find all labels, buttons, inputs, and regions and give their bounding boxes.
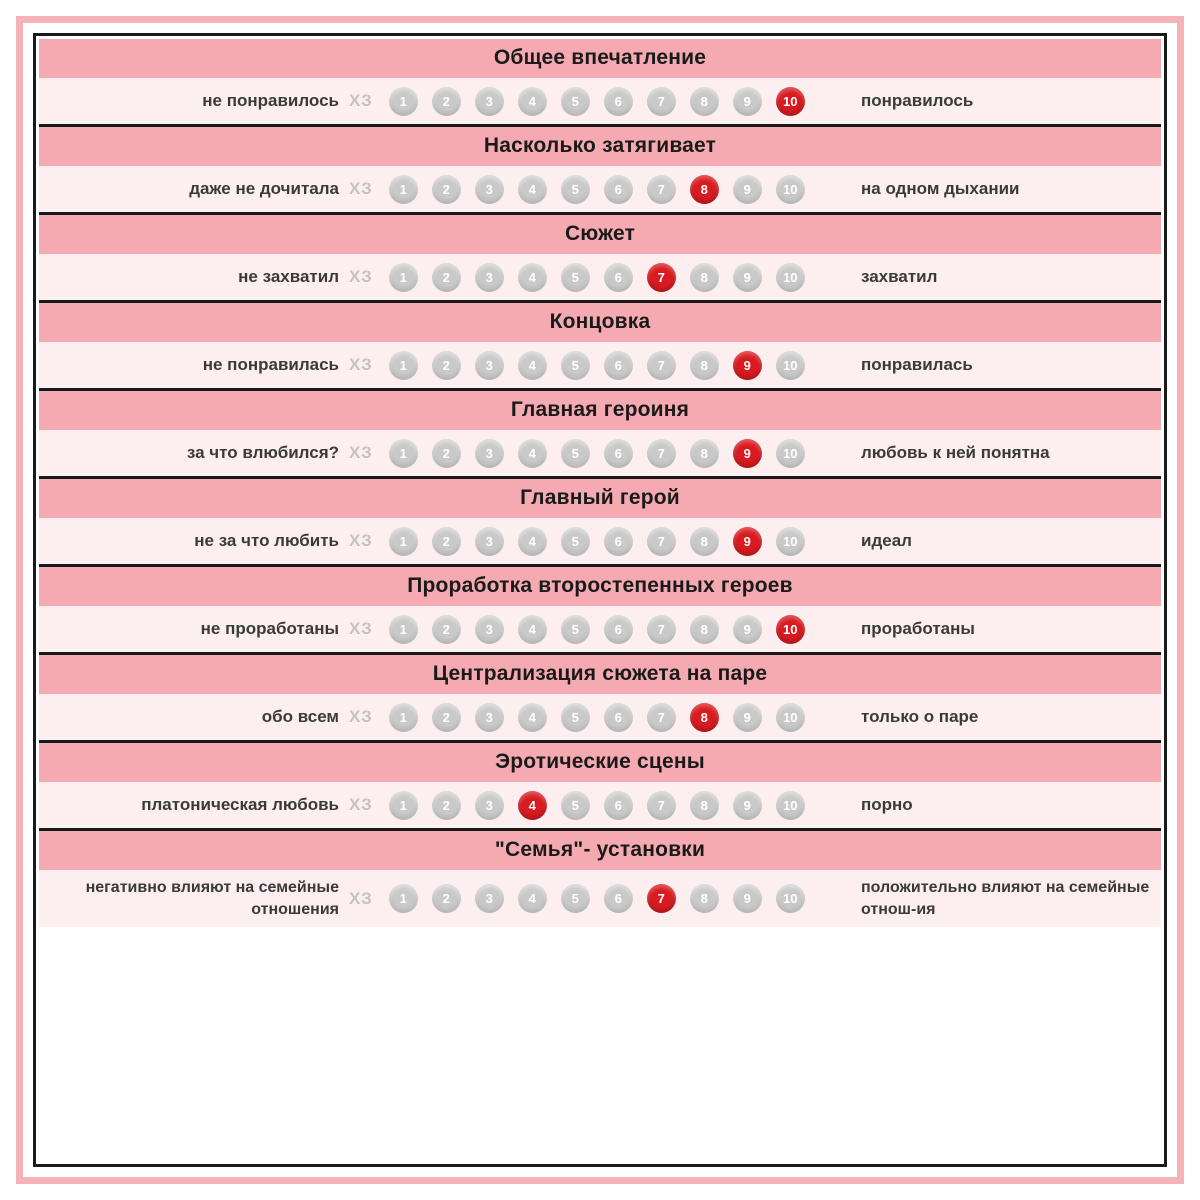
scale-label-right: порно <box>861 794 913 814</box>
scale-dots <box>349 439 851 468</box>
scale-dots <box>349 175 851 204</box>
scale-option-10[interactable]: 10 <box>776 87 805 116</box>
scale-option-7[interactable]: 7 <box>647 263 676 292</box>
scale-option-5[interactable]: 5 <box>561 884 590 913</box>
scale-option-8[interactable]: 8 <box>690 791 719 820</box>
scale-option-9[interactable]: 9 <box>733 87 762 116</box>
scale-option-5[interactable]: 5 <box>561 791 590 820</box>
scale-option-9[interactable]: 9 <box>733 527 762 556</box>
scale-option-10[interactable]: 10 <box>776 884 805 913</box>
scale-label-right: проработаны <box>861 618 975 638</box>
scale-option-4[interactable]: 4 <box>518 791 547 820</box>
scale-option-8[interactable]: 8 <box>690 527 719 556</box>
scale-label-right: идеал <box>861 530 912 550</box>
scale-option-7[interactable]: 7 <box>647 439 676 468</box>
scale-label-left: даже не дочитала <box>189 178 339 198</box>
criterion-block <box>39 567 1161 655</box>
scale-label-left: платоническая любовь <box>141 794 339 814</box>
scale-option-1[interactable]: 1 <box>389 351 418 380</box>
scale-option-1[interactable]: 1 <box>389 175 418 204</box>
scale-option-4[interactable]: 4 <box>518 175 547 204</box>
scale-option-1[interactable]: 1 <box>389 527 418 556</box>
scale-option-10[interactable]: 10 <box>776 615 805 644</box>
scale-option-8[interactable]: 8 <box>690 87 719 116</box>
scale-option-6[interactable]: 6 <box>604 884 633 913</box>
scale-option-9[interactable]: 9 <box>733 791 762 820</box>
scale-option-1[interactable]: 1 <box>389 703 418 732</box>
scale-option-6[interactable]: 6 <box>604 175 633 204</box>
scale-label-left: не понравилась <box>202 354 339 374</box>
scale-option-4[interactable]: 4 <box>518 87 547 116</box>
scale-option-2[interactable]: 2 <box>432 527 461 556</box>
scale-label-left: негативно влияют на семейные отношения <box>85 879 339 918</box>
criterion-scale-row <box>39 606 1161 652</box>
scale-option-6[interactable]: 6 <box>604 439 633 468</box>
criterion-block <box>39 39 1161 127</box>
criterion-title: Главный герой <box>39 479 1161 518</box>
scale-option-3[interactable]: 3 <box>475 791 504 820</box>
scale-option-7[interactable]: 7 <box>647 791 676 820</box>
scale-option-3[interactable]: 3 <box>475 439 504 468</box>
scale-option-1[interactable]: 1 <box>389 87 418 116</box>
criterion-title: Сюжет <box>39 215 1161 254</box>
scale-option-unknown[interactable]: ХЗ <box>349 531 373 550</box>
scale-label-left: не проработаны <box>200 618 339 638</box>
scale-option-unknown[interactable]: ХЗ <box>349 795 373 814</box>
scale-label-right: только о паре <box>861 706 979 726</box>
scale-option-8[interactable]: 8 <box>690 703 719 732</box>
criterion-scale-row <box>39 782 1161 828</box>
scale-option-7[interactable]: 7 <box>647 884 676 913</box>
scale-option-6[interactable]: 6 <box>604 263 633 292</box>
scale-dots <box>349 87 851 116</box>
criterion-title: Общее впечатление <box>39 39 1161 78</box>
scale-option-10[interactable]: 10 <box>776 527 805 556</box>
scale-option-4[interactable]: 4 <box>518 263 547 292</box>
scale-option-5[interactable]: 5 <box>561 87 590 116</box>
scale-option-8[interactable]: 8 <box>690 351 719 380</box>
scale-option-5[interactable]: 5 <box>561 263 590 292</box>
scale-dots <box>349 527 851 556</box>
scale-dots <box>349 263 851 292</box>
scale-option-2[interactable]: 2 <box>432 87 461 116</box>
scale-option-8[interactable]: 8 <box>690 615 719 644</box>
scale-option-7[interactable]: 7 <box>647 175 676 204</box>
scale-label-right: на одном дыхании <box>861 178 1020 198</box>
scale-option-1[interactable]: 1 <box>389 615 418 644</box>
scale-option-5[interactable]: 5 <box>561 175 590 204</box>
scale-option-2[interactable]: 2 <box>432 884 461 913</box>
scale-label-right: захватил <box>861 266 938 286</box>
scale-option-8[interactable]: 8 <box>690 884 719 913</box>
scale-option-6[interactable]: 6 <box>604 703 633 732</box>
scale-option-5[interactable]: 5 <box>561 527 590 556</box>
inner-frame <box>33 33 1167 1167</box>
criterion-scale-row <box>39 166 1161 212</box>
scale-option-9[interactable]: 9 <box>733 175 762 204</box>
scale-option-1[interactable]: 1 <box>389 439 418 468</box>
scale-label-left: за что влюбился? <box>186 442 339 462</box>
scale-option-3[interactable]: 3 <box>475 263 504 292</box>
criterion-scale-row <box>39 430 1161 476</box>
criterion-title: Централизация сюжета на паре <box>39 655 1161 694</box>
scale-option-6[interactable]: 6 <box>604 351 633 380</box>
scale-option-4[interactable]: 4 <box>518 439 547 468</box>
scale-option-unknown[interactable]: ХЗ <box>349 91 373 110</box>
criterion-scale-row <box>39 78 1161 124</box>
scale-option-10[interactable]: 10 <box>776 439 805 468</box>
scale-option-3[interactable]: 3 <box>475 351 504 380</box>
scale-label-left: не за что любить <box>194 530 339 550</box>
scale-option-3[interactable]: 3 <box>475 527 504 556</box>
scale-option-6[interactable]: 6 <box>604 87 633 116</box>
scale-label-right: положительно влияют на семейные отнош-ия <box>861 879 1150 918</box>
scale-option-8[interactable]: 8 <box>690 175 719 204</box>
criterion-block <box>39 831 1161 927</box>
scale-option-10[interactable]: 10 <box>776 791 805 820</box>
scale-option-9[interactable]: 9 <box>733 263 762 292</box>
criterion-title: Эротические сцены <box>39 743 1161 782</box>
scale-option-4[interactable]: 4 <box>518 884 547 913</box>
criterion-title: "Семья"- установки <box>39 831 1161 870</box>
scale-option-3[interactable]: 3 <box>475 175 504 204</box>
scale-label-right: понравилось <box>861 90 974 110</box>
scale-option-2[interactable]: 2 <box>432 263 461 292</box>
scale-option-10[interactable]: 10 <box>776 351 805 380</box>
scale-option-4[interactable]: 4 <box>518 527 547 556</box>
scale-option-9[interactable]: 9 <box>733 439 762 468</box>
scale-option-10[interactable]: 10 <box>776 175 805 204</box>
scale-label-right: любовь к ней понятна <box>861 442 1050 462</box>
scale-label-left: не понравилось <box>202 90 339 110</box>
scale-dots <box>349 884 851 913</box>
scale-option-unknown[interactable]: ХЗ <box>349 443 373 462</box>
scale-option-1[interactable]: 1 <box>389 791 418 820</box>
scale-option-10[interactable]: 10 <box>776 703 805 732</box>
criteria-list <box>39 39 1161 927</box>
scale-option-8[interactable]: 8 <box>690 263 719 292</box>
scale-option-9[interactable]: 9 <box>733 351 762 380</box>
scale-option-7[interactable]: 7 <box>647 87 676 116</box>
scale-option-2[interactable]: 2 <box>432 439 461 468</box>
scale-option-2[interactable]: 2 <box>432 351 461 380</box>
scale-option-8[interactable]: 8 <box>690 439 719 468</box>
scale-option-4[interactable]: 4 <box>518 351 547 380</box>
criterion-title: Насколько затягивает <box>39 127 1161 166</box>
scale-option-7[interactable]: 7 <box>647 527 676 556</box>
criterion-title: Концовка <box>39 303 1161 342</box>
scale-dots <box>349 791 851 820</box>
scale-option-unknown[interactable]: ХЗ <box>349 179 373 198</box>
scale-option-unknown[interactable]: ХЗ <box>349 888 373 908</box>
criterion-title: Проработка второстепенных героев <box>39 567 1161 606</box>
scale-option-5[interactable]: 5 <box>561 703 590 732</box>
criterion-block <box>39 303 1161 391</box>
scale-option-unknown[interactable]: ХЗ <box>349 619 373 638</box>
scale-option-7[interactable]: 7 <box>647 703 676 732</box>
criterion-title: Главная героиня <box>39 391 1161 430</box>
scale-option-5[interactable]: 5 <box>561 439 590 468</box>
scale-option-4[interactable]: 4 <box>518 703 547 732</box>
scale-option-7[interactable]: 7 <box>647 351 676 380</box>
scale-option-unknown[interactable]: ХЗ <box>349 355 373 374</box>
scale-dots <box>349 703 851 732</box>
scale-option-2[interactable]: 2 <box>432 615 461 644</box>
scale-label-right: понравилась <box>861 354 973 374</box>
scale-option-1[interactable]: 1 <box>389 884 418 913</box>
criterion-scale-row <box>39 342 1161 388</box>
criterion-scale-row <box>39 254 1161 300</box>
scale-option-2[interactable]: 2 <box>432 175 461 204</box>
scale-dots <box>349 615 851 644</box>
scale-option-3[interactable]: 3 <box>475 87 504 116</box>
scale-dots <box>349 351 851 380</box>
criterion-block <box>39 391 1161 479</box>
scale-option-unknown[interactable]: ХЗ <box>349 707 373 726</box>
scale-option-2[interactable]: 2 <box>432 791 461 820</box>
scale-option-2[interactable]: 2 <box>432 703 461 732</box>
criterion-block <box>39 743 1161 831</box>
scale-option-5[interactable]: 5 <box>561 615 590 644</box>
scale-option-10[interactable]: 10 <box>776 263 805 292</box>
scale-option-5[interactable]: 5 <box>561 351 590 380</box>
criterion-block <box>39 127 1161 215</box>
scale-option-6[interactable]: 6 <box>604 791 633 820</box>
scale-option-9[interactable]: 9 <box>733 703 762 732</box>
scale-option-7[interactable]: 7 <box>647 615 676 644</box>
criterion-block <box>39 655 1161 743</box>
scale-option-unknown[interactable]: ХЗ <box>349 267 373 286</box>
scale-option-3[interactable]: 3 <box>475 615 504 644</box>
scale-option-9[interactable]: 9 <box>733 615 762 644</box>
scale-option-4[interactable]: 4 <box>518 615 547 644</box>
outer-frame <box>16 16 1184 1184</box>
scale-option-6[interactable]: 6 <box>604 615 633 644</box>
scale-option-6[interactable]: 6 <box>604 527 633 556</box>
scale-option-3[interactable]: 3 <box>475 884 504 913</box>
scale-option-3[interactable]: 3 <box>475 703 504 732</box>
scale-label-left: не захватил <box>238 266 339 286</box>
scale-option-1[interactable]: 1 <box>389 263 418 292</box>
criterion-block <box>39 215 1161 303</box>
criterion-block <box>39 479 1161 567</box>
criterion-scale-row <box>39 870 1161 927</box>
criterion-scale-row <box>39 518 1161 564</box>
scale-label-left: обо всем <box>261 706 339 726</box>
scale-option-9[interactable]: 9 <box>733 884 762 913</box>
criterion-scale-row <box>39 694 1161 740</box>
